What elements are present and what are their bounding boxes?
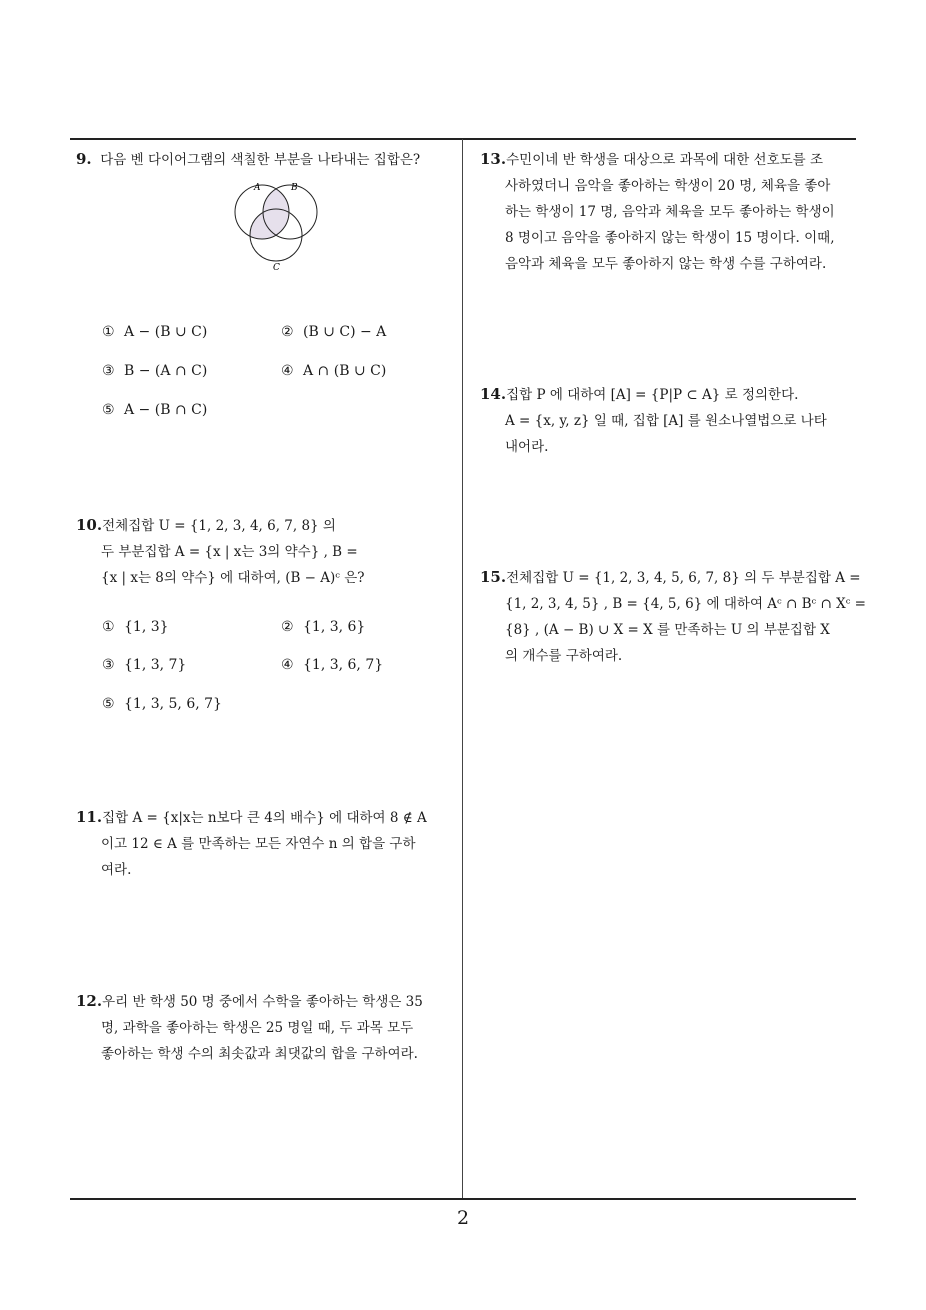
q9-option-4[interactable]: ④ A ∩ (B ∪ C) xyxy=(281,363,387,379)
label-c: C xyxy=(273,263,280,272)
q10-option-5[interactable]: ⑤ {1, 3, 5, 6, 7} xyxy=(102,696,222,712)
venn-diagram xyxy=(228,180,324,272)
bottom-rule xyxy=(70,1198,856,1200)
q9-option-2[interactable]: ② (B ∪ C) − A xyxy=(281,324,387,340)
label-a: A xyxy=(254,183,261,193)
question-number: 14. xyxy=(480,385,507,403)
question-15: 15.전체집합 U = {1, 2, 3, 4, 5, 6, 7, 8} 의 두 부분집합 A = {1, 2, 3, 4, 5} , B = {4, 5, 6} 에 대하여 Aᶜ ∩ Bᶜ ∩ Xᶜ = {8} , (A − B) ∪ X = X 를 만족하는 U 의 부분집합 X 의 개수를 구하여라. xyxy=(480,568,866,664)
question-number: 11. xyxy=(76,808,103,826)
question-12: 12.우리 반 학생 50 명 중에서 수학을 좋아하는 학생은 35 명, 과학을 좋아하는 학생은 25 명일 때, 두 과목 모두 좋아하는 학생 수의 최솟값과 최댓값의 합을 구하여라. xyxy=(76,992,423,1062)
column-divider xyxy=(462,139,463,1199)
question-text: 다음 벤 다이어그램의 색칠한 부분을 나타내는 집합은? xyxy=(100,152,421,168)
question-number: 12. xyxy=(76,992,103,1010)
page-number: 2 xyxy=(456,1207,470,1229)
q9-option-1[interactable]: ① A − (B ∪ C) xyxy=(102,324,208,340)
q9-option-5[interactable]: ⑤ A − (B ∩ C) xyxy=(102,402,208,418)
question-number: 9. xyxy=(76,150,92,168)
label-b: B xyxy=(291,183,298,193)
q10-option-4[interactable]: ④ {1, 3, 6, 7} xyxy=(281,657,384,673)
question-14: 14.집합 P 에 대하여 [A] = {P|P ⊂ A} 로 정의한다. A = {x, y, z} 일 때, 집합 [A] 를 원소나열법으로 나타 내어라. xyxy=(480,385,827,455)
q10-option-3[interactable]: ③ {1, 3, 7} xyxy=(102,657,187,673)
q9-option-3[interactable]: ③ B − (A ∩ C) xyxy=(102,363,208,379)
question-11: 11.집합 A = {x|x는 n보다 큰 4의 배수} 에 대하여 8 ∉ A 이고 12 ∈ A 를 만족하는 모든 자연수 n 의 합을 구하 여라. xyxy=(76,808,427,878)
question-13: 13.수민이네 반 학생을 대상으로 과목에 대한 선호도를 조 사하였더니 음악을 좋아하는 학생이 20 명, 체육을 좋아 하는 학생이 17 명, 음악과 체육을 모두 좋아하는 학생이 8 명이고 음악을 좋아하지 않는 학생이 15 명이다. 이때, 음악과 체육을 모두 좋아하지 않는 학생 수를 구하여라. xyxy=(480,150,835,272)
q10-option-1[interactable]: ① {1, 3} xyxy=(102,619,169,635)
question-number: 10. xyxy=(76,516,103,534)
question-9 xyxy=(76,146,420,173)
question-number: 15. xyxy=(480,568,507,586)
q10-option-2[interactable]: ② {1, 3, 6} xyxy=(281,619,366,635)
question-number: 13. xyxy=(480,150,507,168)
question-10: 10.전체집합 U = {1, 2, 3, 4, 6, 7, 8} 의 두 부분집합 A = {x | x는 3의 약수} , B = {x | x는 8의 약수} 에 대하여, (B − A)ᶜ 은? xyxy=(76,516,365,586)
